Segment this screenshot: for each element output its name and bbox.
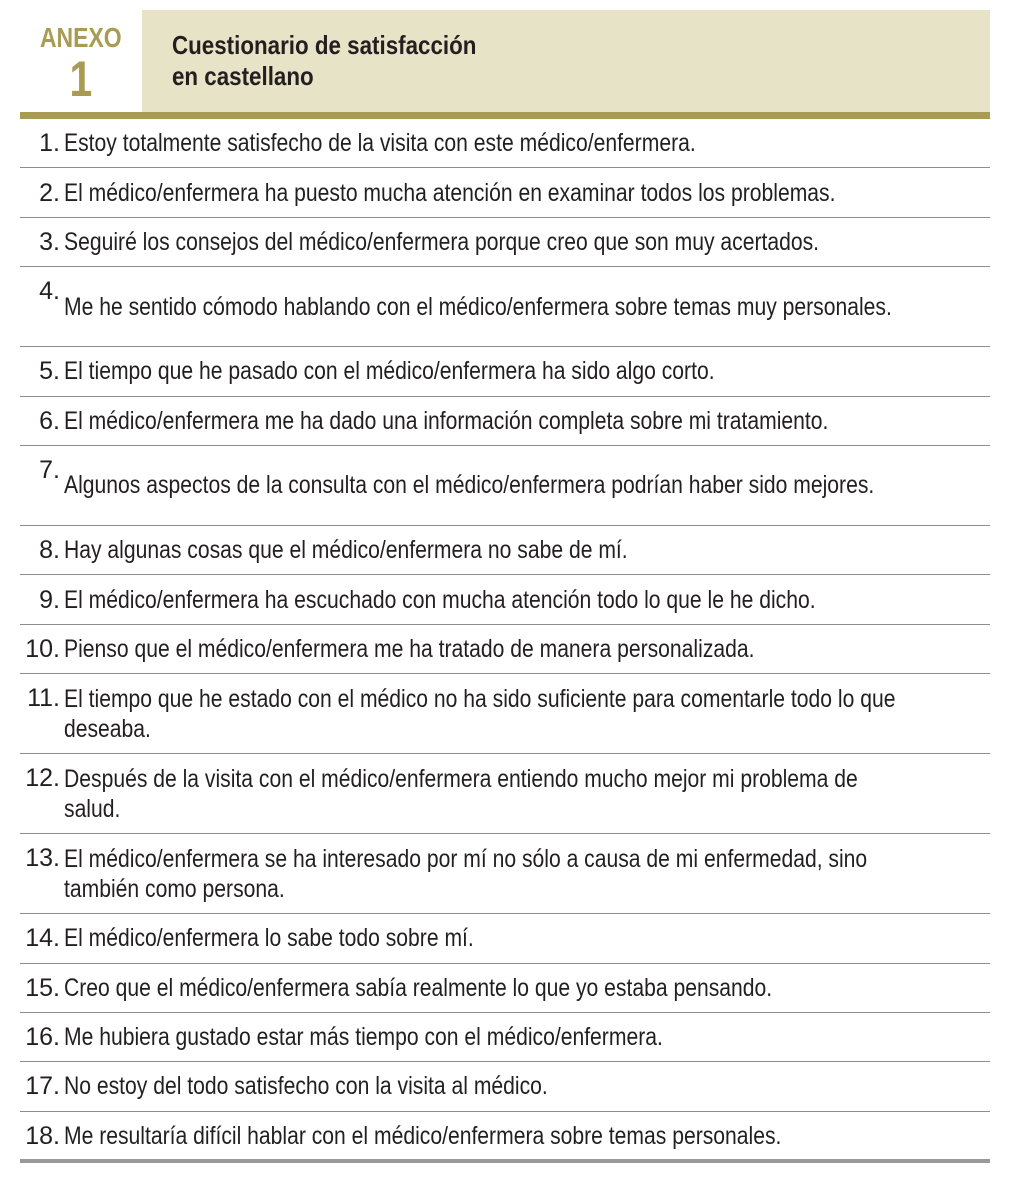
question-item [20,347,990,396]
question-number: 4. [39,277,60,306]
question-item [20,119,990,168]
question-text: Creo que el médico/enfermera sabía realmente lo que yo estaba pensando. [64,973,773,1002]
annex-title-line-2: en castellano [172,61,314,91]
question-number: 16. [25,1023,60,1052]
question-number: 2. [39,178,60,207]
question-item [20,1112,990,1161]
annex-title [142,10,990,112]
question-number: 6. [39,406,60,435]
question-number: 17. [25,1072,60,1101]
question-item [20,168,990,217]
question-number: 15. [25,973,60,1002]
annex-number: 1 [69,51,93,107]
question-text: Pienso que el médico/enfermera me ha tratado de manera personalizada. [64,634,755,663]
question-text: Después de la visita con el médico/enfermera entiendo mucho mejor mi problema de salud. [64,764,858,823]
question-number: 14. [25,924,60,953]
question-item [20,964,990,1013]
question-text: El médico/enfermera me ha dado una información completa sobre mi tratamiento. [64,406,829,435]
question-text: Me he sentido cómodo hablando con el médico/enfermera sobre temas muy personales. [64,292,892,321]
question-item [20,754,990,834]
question-item [20,397,990,446]
bottom-rule [20,1159,990,1163]
question-text: Me resultaría difícil hablar con el médico/enfermera sobre temas personales. [64,1122,782,1151]
annex-label: ANEXO [40,22,122,53]
question-number: 10. [25,634,60,663]
question-number: 7. [39,455,60,484]
question-number: 3. [39,227,60,256]
question-text: Me hubiera gustado estar más tiempo con el médico/enfermera. [64,1023,663,1052]
question-item [20,625,990,674]
question-number: 18. [25,1122,60,1151]
question-text: El médico/enfermera se ha interesado por mí no sólo a causa de mi enfermedad, sino también como persona. [64,844,868,903]
question-text: Algunos aspectos de la consulta con el médico/enfermera podrían haber sido mejores. [64,471,875,500]
annex-header [20,10,990,112]
question-text: El médico/enfermera lo sabe todo sobre mí. [64,924,474,953]
question-text: Seguiré los consejos del médico/enfermera porque creo que son muy acertados. [64,227,820,256]
question-number: 13. [25,844,60,873]
question-item [20,575,990,624]
question-item [20,674,990,754]
question-item [20,218,990,267]
question-number: 1. [39,129,60,158]
question-number: 5. [39,357,60,386]
question-text: Estoy totalmente satisfecho de la visita con este médico/enfermera. [64,129,696,158]
question-text: El médico/enfermera ha puesto mucha atención en examinar todos los problemas. [64,178,836,207]
question-number: 9. [39,585,60,614]
question-text: El tiempo que he pasado con el médico/enfermera ha sido algo corto. [64,357,715,386]
question-item [20,446,990,526]
question-item [20,267,990,347]
question-text: El médico/enfermera ha escuchado con mucha atención todo lo que le he dicho. [64,585,816,614]
question-item [20,1062,990,1111]
question-number: 12. [25,764,60,793]
question-number: 8. [39,536,60,565]
questionnaire-list [20,119,990,1161]
question-text: No estoy del todo satisfecho con la visita al médico. [64,1072,548,1101]
question-item [20,526,990,575]
header-rule [20,112,990,119]
question-text: Hay algunas cosas que el médico/enfermera no sabe de mí. [64,536,628,565]
question-item [20,1013,990,1062]
annex-badge [20,10,142,112]
annex-title-line-1: Cuestionario de satisfacción [172,30,477,60]
question-number: 11. [27,684,60,713]
question-text: El tiempo que he estado con el médico no ha sido suficiente para comentarle todo lo que deseaba. [64,684,896,743]
question-item [20,914,990,963]
question-item [20,834,990,914]
